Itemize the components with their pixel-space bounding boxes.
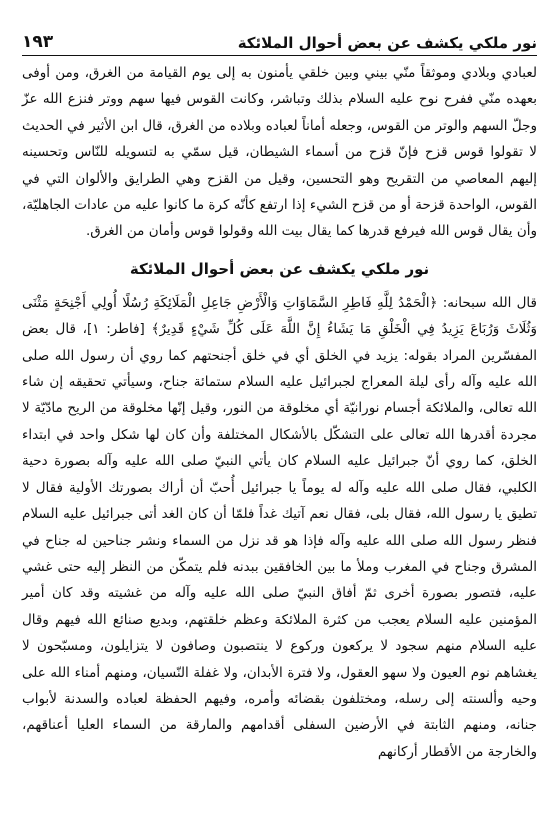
- paragraph-angels: [22, 290, 537, 765]
- page-body: [22, 60, 537, 765]
- quran-verse: ﴿الْحَمْدُ لِلَّهِ فَاطِرِ السَّمَاوَاتِ وَالْأَرْضِ جَاعِلِ الْمَلَائِكَةِ رُسُلًا أُولِي أَجْنِحَةٍ مَثْنَى وَثُلَاثَ وَرُبَاعَ يَزِيدُ فِي الْخَلْقِ مَا يَشَاءُ إِنَّ اللَّهَ عَلَى كُلِّ شَيْءٍ قَدِيرٌ﴾: [22, 294, 538, 338]
- page-header: [22, 20, 537, 52]
- paragraph-rainbow: لعبادي وبلادي وموثقاً منّي بيني وبين خلقي يأمنون به إلى يوم القيامة من الغرق، ومن أوفى بعهده منّي ففرح نوح عليه السلام بذلك وتباشر، وكانت القوس فيها سهم ووتر فنزع الله عزّ وجلّ السهم والوتر من القوس، وجعله أماناً لعباده وبلاده من الغرق، قال ابن الأثير في الحديث لا تقولوا قوس قزح فإنّ قزح من أسماء الشيطان، قيل سمّي به لتسويله للنّاس وتحسينه إليهم المعاصي من التقريح وهو التحسين، وقيل من القزح وهي الطرايق والألوان التي في القوس، الواحدة قزحة أو من قزح الشيء إذا ارتفع كأنّه كرة ما كانوا عليه من عادات الجاهليّة، وأن يقال قوس الله فيرفع قدرها كما يقال بيت الله وقولوا قوس وأمان من الغرق.: [22, 65, 537, 240]
- page-number: ١٩٣: [22, 32, 54, 52]
- paragraph-intro: قال الله سبحانه:: [437, 294, 537, 311]
- paragraph-body: [فاطر: ١]، قال بعض المفسّرين المراد بقوله: يزيد في الخلق أي في خلق أجنحتهم كما روي أن رسول الله صلى الله عليه وآله رأى ليلة المعراج لجبرائيل عليه السلام ستمائة جناح، وسيأتي تحقيقه إن شاء الله تعالى، والملائكة أجسام نورانيّة أي مخلوقة من النور، وقيل إنّها مخلوقة من الريح مادّيّة لا مجردة أقدرها الله تعالى على التشكّل بالأشكال المختلفة وأن كان لها شكل واحد في ابتداء الخلق، كما روي أنّ جبرائيل عليه السلام كان يأتي النبيّ صلى الله عليه وآله بصورة دحية الكلبي، فقال صلى الله عليه وآله له يوماً يا جبرائيل أُحبّ أن أراك بصورتك الأولية فقال لا تطيق يا رسول الله، فقال بلى، فقال نعم آتيك غداً فلمّا أن كان الغد أتى جبرائيل عليه السلام فنظر رسول الله صلى الله عليه وآله فإذا هو قد نزل من السماء ونشر جناحين له جناح في المشرق وجناح في المغرب وملأ ما بين الخافقين ببدنه فلم يتمكّن من النظر إليه حتى غشي عليه، فتصور بصورة أخرى ثمّ أفاق النبيّ صلى الله عليه وآله من غشيته وقد كان أمير المؤمنين عليه السلام يعجب من كثرة الملائكة وعظم خلقتهم، وبديع صنائع الله فيهم وقال عليه السلام منهم سجود لا يركعون وركوع لا ينتصبون وصافون لا يتزايلون، ومسبّحون لا يغشاهم نوم العيون ولا سهو العقول، ولا فترة الأبدان، ولا غفلة النّسيان، ومنهم أمناء الله على وحيه وألسنته إلى رسله، ومختلفون بقضائه وأمره، وفيهم الحفظة لعباده والسدنة لأبواب جنانه، ومنهم الثابتة في الأرضين السفلى أقدامهم والمارقة من السماء العليا أعناقهم، والخارجة من الأقطار أركانهم: [22, 321, 537, 760]
- running-title: نور ملكي يكشف عن بعض أحوال الملائكة: [237, 34, 537, 52]
- header-rule: [22, 55, 537, 56]
- section-heading: نور ملكي يكشف عن بعض أحوال الملائكة: [129, 259, 430, 278]
